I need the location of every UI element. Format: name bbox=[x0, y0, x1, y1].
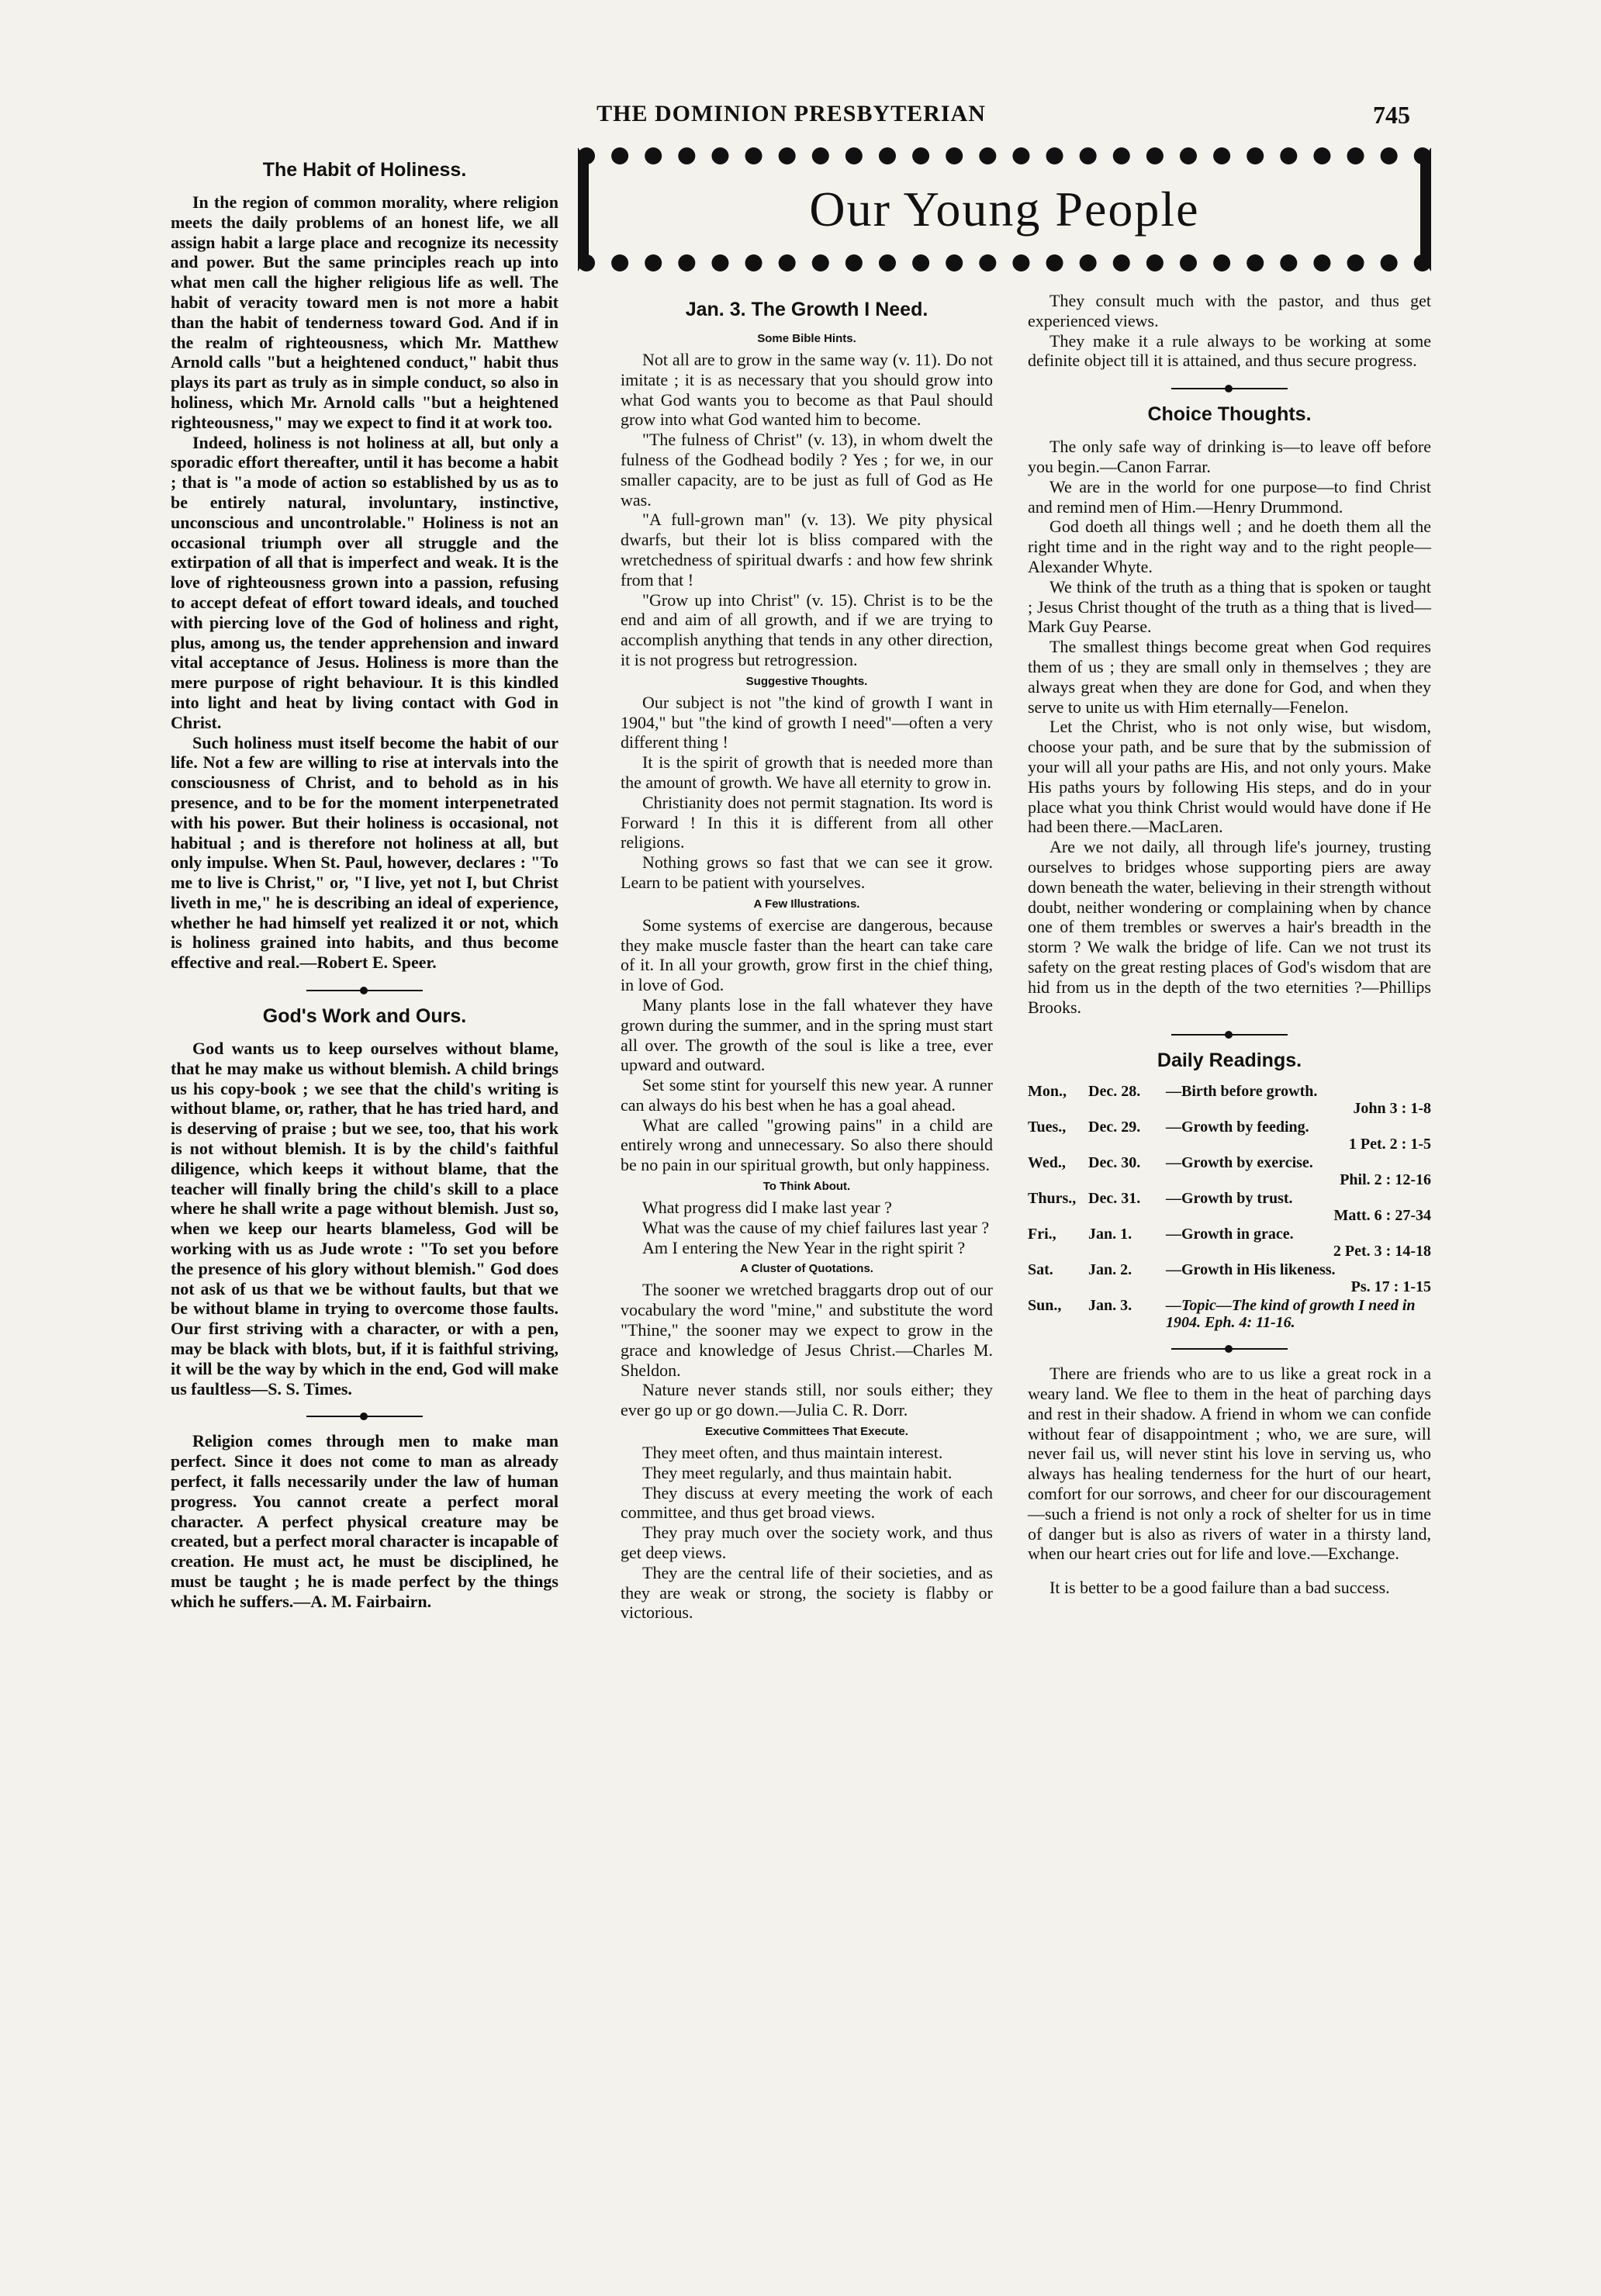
paragraph: They are the central life of their societies, and as they are weak or strong, the society is flabby or victorious. bbox=[621, 1562, 993, 1623]
paragraph: Such holiness must itself become the habit of our life. Not a few are willing to rise at intervals into the consciousness of Christ, and to behold as in his presence, and to be for the moment interpenetrated with his power. But their holiness is occasional, not habitual ; and is therefore not holiness at all, but only impulse. When St. Paul, however, declares : "To me to live is Christ," or, "I live, yet not I, but Christ liveth in me," he is describing an ideal of experience, whether he had himself yet realized it or not, which is holiness grained into habits, and thus become effective and real.—Robert E. Speer. bbox=[171, 732, 558, 973]
reading-ref: Matt. 6 : 27-34 bbox=[1333, 1207, 1431, 1225]
article-title-holiness: The Habit of Holiness. bbox=[262, 159, 467, 181]
reading-date: Jan. 3. bbox=[1088, 1297, 1132, 1315]
reading-date: Dec. 29. bbox=[1088, 1119, 1141, 1136]
article-title-choice: Choice Thoughts. bbox=[1147, 403, 1312, 426]
page-number: 745 bbox=[1373, 101, 1410, 129]
divider bbox=[1171, 1348, 1288, 1350]
paragraph: They make it a rule always to be working at some definite object till it is attained, and thus secure progress. bbox=[1028, 330, 1431, 371]
paragraph: What are called "growing pains" in a child are entirely wrong and unnecessary. So also there should be no pain in our spiritual growth, but only happiness. bbox=[621, 1115, 993, 1175]
paragraph: We think of the truth as a thing that is spoken or taught ; Jesus Christ thought of the truth as a thing that is lived—Mark Guy Pearse. bbox=[1028, 576, 1431, 637]
reading-day: Fri., bbox=[1028, 1226, 1056, 1243]
paragraph: We are in the world for one purpose—to find Christ and remind men of Him.—Henry Drummond. bbox=[1028, 476, 1431, 517]
reading-ref: Phil. 2 : 12-16 bbox=[1340, 1171, 1431, 1189]
article-title-gods-work: God's Work and Ours. bbox=[262, 1005, 467, 1028]
article-title-daily: Daily Readings. bbox=[1157, 1049, 1302, 1072]
subheading: Suggestive Thoughts. bbox=[745, 674, 868, 688]
paragraph: Let the Christ, who is not only wise, but wisdom, choose your path, and be sure that by the submission of your will all your paths are His, and not only yours. Make His paths yours by following His steps, and do in your place what you think Christ would would have done if He had been there.—MacLaren. bbox=[1028, 717, 1431, 837]
paragraph: Some systems of exercise are dangerous, because they make muscle faster than the heart can take care of it. In all your growth, grow first in the chief thing, in love of God. bbox=[621, 915, 993, 995]
reading-text: —Growth in His likeness. bbox=[1166, 1261, 1336, 1279]
paragraph: The sooner we wretched braggarts drop out of our vocabulary the word "mine," and substitute the word "Thine," the sooner may we expect to grow in the grace and knowledge of Jesus Christ.—Charles M. Sheldon. bbox=[621, 1280, 993, 1380]
subheading: Some Bible Hints. bbox=[757, 332, 856, 345]
paragraph: Religion comes through men to make man perfect. Since it does not come to man as already perfect, it falls necessarily under the law of human progress. You cannot create a perfect moral character. A perfect physical creature may be created, but a perfect moral character is incapable of creation. He must act, he must be disciplined, he must be taught ; he is made perfect by the things which he suffers.—A. M. Fairbairn. bbox=[171, 1431, 558, 1611]
paragraph: Christianity does not permit stagnation. Its word is Forward ! In this it is different from all other religions. bbox=[621, 792, 993, 852]
section-banner bbox=[578, 147, 1431, 271]
paragraph: They meet often, and thus maintain interest. bbox=[642, 1443, 943, 1463]
subheading: A Cluster of Quotations. bbox=[740, 1262, 873, 1276]
paragraph: Indeed, holiness is not holiness at all, but only a sporadic effort thereafter, until it has become a habit ; that is "a mode of action so established by us as to be entirely natural, involuntary, instinctive, unconscious and uncontrolable." Holiness is not an occasional triumph over all struggle and the extirpation of all that is imperfect and weak. It is the love of righteousness grown into a passion, refusing to accept defeat of effort toward ideals, and touched with piercing love of the God of holiness and right, plus, among us, the tender apprehension and inward vital acceptance of Jesus. Holiness is more than the mere purpose of right behaviour. It is this kindled into light and heat by living contact with God in Christ. bbox=[171, 432, 558, 732]
paragraph: The smallest things become great when God requires them of us ; they are small only in themselves ; they are always great when they are done for God, and when they serve to unite us with Him eternally—Fenelon. bbox=[1028, 637, 1431, 717]
paragraph: It is better to be a good failure than a bad success. bbox=[1049, 1578, 1390, 1598]
right-column bbox=[1028, 291, 1431, 1598]
reading-ref: 2 Pet. 3 : 14-18 bbox=[1333, 1243, 1431, 1260]
paragraph: "The fulness of Christ" (v. 13), in whom dwelt the fulness of the Godhead bodily ? Yes ; for we, in our smaller capacity, are to be just as full of God as He was. bbox=[621, 430, 993, 510]
reading-text: —Topic—The kind of growth I need in 1904. Eph. 4: 11-16. bbox=[1166, 1297, 1416, 1332]
reading-entry bbox=[1028, 1190, 1431, 1224]
middle-column bbox=[621, 291, 993, 1623]
paragraph: They consult much with the pastor, and thus get experienced views. bbox=[1028, 291, 1431, 330]
section-title: Our Young People bbox=[809, 182, 1200, 237]
reading-entry bbox=[1028, 1154, 1431, 1188]
reading-entry bbox=[1028, 1119, 1431, 1153]
paragraph: "A full-grown man" (v. 13). We pity physical dwarfs, but their lot is bliss compared with the wretchedness of spiritual dwarfs : and how few shrink from that ! bbox=[621, 510, 993, 590]
paragraph: Many plants lose in the fall whatever they have grown during the summer, and in the spring must start all over. The growth of the soul is like a tree, ever upward and outward. bbox=[621, 994, 993, 1075]
paragraph: Are we not daily, all through life's journey, trusting ourselves to bridges whose supporting piers are away down beneath the water, believing in their strength without doubt, neither wondering or complaining when by chance one of them trembles or swerves a hair's breadth in the storm ? We walk the bridge of life. Can we not trust its safety on the great resting places of God's wisdom that are hid from us in the depth of the two eternities ?—Phillips Brooks. bbox=[1028, 837, 1431, 1017]
paragraph: Nothing grows so fast that we can see it grow. Learn to be patient with yourselves. bbox=[621, 852, 993, 892]
divider bbox=[1171, 388, 1288, 389]
paragraph: God wants us to keep ourselves without blame, that he may make us without blemish. A child brings us his copy-book ; we see that the child's writing is without blame, or, rather, that he has tried hard, and is deserving of praise ; but we see, too, that his work is not without blemish. It is by the child's faithful diligence, which keeps it without blame, that the teacher will finally bring the child's skill to a place where he shall write a page without blemish. Just so, when we keep our hearts blameless, God will be working with us as Jude wrote : "To set you before the presence of his glory without blemish." God does not ask of us that we be without faults, but that we be without blame in trying to overcome those faults. Our first striving with a character, or with a pen, may be black with blots, but, if it is faithful striving, it will be the way by which in the end, God will make us faultless—S. S. Times. bbox=[171, 1039, 558, 1399]
paragraph: They meet regularly, and thus maintain habit. bbox=[642, 1462, 953, 1482]
paragraph: God doeth all things well ; and he doeth them all the right time and in the right way and to the right people—Alexander Whyte. bbox=[1028, 517, 1431, 576]
reading-ref: 1 Pet. 2 : 1-5 bbox=[1348, 1136, 1431, 1153]
paragraph: Our subject is not "the kind of growth I want in 1904," but "the kind of growth I need"—often a very different thing ! bbox=[621, 692, 993, 752]
subheading: Executive Committees That Execute. bbox=[705, 1425, 908, 1439]
reading-date: Dec. 28. bbox=[1088, 1083, 1141, 1101]
divider bbox=[306, 1416, 423, 1417]
reading-date: Jan. 1. bbox=[1088, 1226, 1132, 1243]
article-title-growth: Jan. 3. The Growth I Need. bbox=[685, 299, 928, 320]
paragraph: They pray much over the society work, and thus get deep views. bbox=[621, 1523, 993, 1563]
reading-day: Thurs., bbox=[1028, 1190, 1077, 1208]
reading-text: —Growth in grace. bbox=[1166, 1226, 1294, 1243]
left-column bbox=[171, 151, 558, 1612]
reading-date: Dec. 30. bbox=[1088, 1154, 1141, 1172]
reading-date: Jan. 2. bbox=[1088, 1261, 1132, 1279]
paragraph: It is the spirit of growth that is needed more than the amount of growth. We have all eternity to grow in. bbox=[621, 752, 993, 792]
paragraph: What was the cause of my chief failures last year ? bbox=[642, 1217, 990, 1237]
reading-entry bbox=[1028, 1083, 1431, 1117]
reading-text: —Growth by feeding. bbox=[1166, 1119, 1309, 1136]
paragraph: They discuss at every meeting the work of each committee, and thus get broad views. bbox=[621, 1482, 993, 1523]
paragraph: What progress did I make last year ? bbox=[642, 1198, 892, 1218]
paragraph: Not all are to grow in the same way (v. 11). Do not imitate ; it is as necessary that you should grow into what God wants you to become as that Paul should grow into what God wanted him to become. bbox=[621, 350, 993, 430]
reading-entry bbox=[1028, 1226, 1431, 1260]
reading-text: —Birth before growth. bbox=[1166, 1083, 1318, 1101]
reading-day: Sat. bbox=[1028, 1261, 1053, 1279]
reading-ref: John 3 : 1-8 bbox=[1353, 1100, 1431, 1118]
subheading: To Think About. bbox=[762, 1180, 851, 1194]
divider bbox=[306, 990, 423, 991]
daily-readings bbox=[1028, 1083, 1431, 1331]
reading-day: Tues., bbox=[1028, 1119, 1067, 1136]
reading-date: Dec. 31. bbox=[1088, 1190, 1141, 1208]
reading-text: —Growth by exercise. bbox=[1166, 1154, 1313, 1172]
reading-entry bbox=[1028, 1261, 1431, 1295]
paragraph: Nature never stands still, nor souls either; they ever go up or go down.—Julia C. R. Dorr. bbox=[621, 1380, 993, 1420]
paragraph: The only safe way of drinking is—to leave off before you begin.—Canon Farrar. bbox=[1028, 437, 1431, 476]
reading-ref: Ps. 17 : 1-15 bbox=[1350, 1278, 1431, 1296]
reading-day: Sun., bbox=[1028, 1297, 1062, 1315]
paragraph: "Grow up into Christ" (v. 15). Christ is to be the end and aim of all growth, and if we are trying to accomplish anything that tends in any other direction, it is not progress but retrogression. bbox=[621, 590, 993, 669]
paragraph: There are friends who are to us like a great rock in a weary land. We flee to them in the heat of parching days and rest in their shadow. A friend in whom we can confide without fear of disappointment ; who, we are sure, will never fail us, will never stint his love in serving us, who always has healing tenderness for the hurt of our heart, comfort for our sorrows, and cheer for our discouragement—such a friend is not only a rock of shelter for us in time of danger but is also as rivers of water in a thirsty land, when our heart cries out for life and love.—Exchange. bbox=[1028, 1364, 1431, 1564]
reading-day: Wed., bbox=[1028, 1154, 1066, 1172]
paragraph: Set some stint for yourself this new year. A runner can always do his best when he has a goal ahead. bbox=[621, 1075, 993, 1115]
divider bbox=[1171, 1034, 1288, 1036]
reading-text: —Growth by trust. bbox=[1166, 1190, 1293, 1208]
subheading: A Few Illustrations. bbox=[753, 897, 860, 911]
reading-entry bbox=[1028, 1297, 1431, 1331]
running-head: THE DOMINION PRESBYTERIAN bbox=[596, 101, 986, 126]
paragraph: Am I entering the New Year in the right spirit ? bbox=[642, 1237, 966, 1257]
reading-day: Mon., bbox=[1028, 1083, 1067, 1101]
paragraph: In the region of common morality, where religion meets the daily problems of an honest life, we all assign habit a large place and recognize its necessity and power. But the same principles reach up into what men call the higher religious life as well. The habit of veracity toward men is not more a habit than the habit of tenderness toward God. And if in the realm of righteousness, which Mr. Matthew Arnold calls "but a heightened conduct," habit thus plays its part as truly as in simple conduct, so also in holiness, which Mr. Arnold calls "but a heightened righteousness," may we expect to find it at work too. bbox=[171, 192, 558, 432]
